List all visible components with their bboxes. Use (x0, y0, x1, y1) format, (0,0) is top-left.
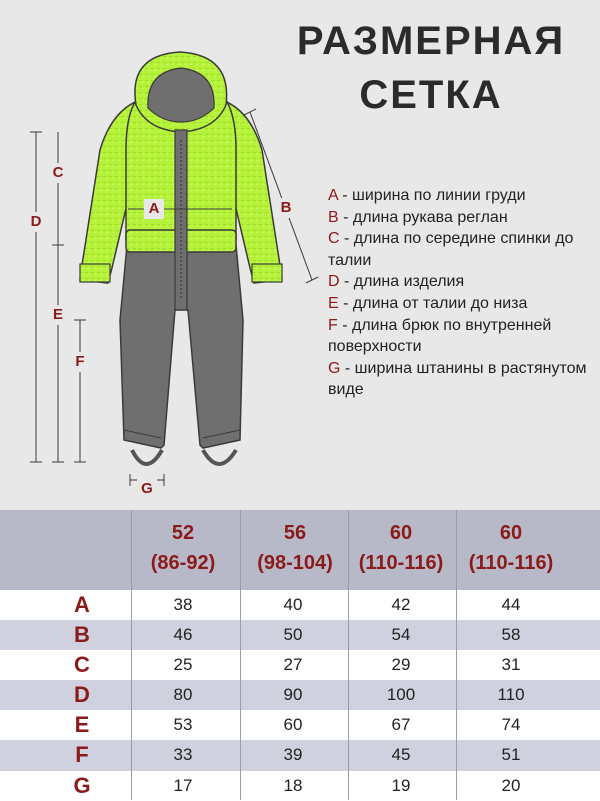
table-cell: 45 (391, 745, 411, 765)
table-cell: 29 (391, 655, 411, 675)
column-divider (131, 510, 132, 800)
table-cell: 44 (501, 595, 521, 614)
table-cell: 50 (283, 625, 303, 645)
table-cell: 110 (497, 685, 525, 705)
table-cell: 31 (501, 655, 521, 675)
legend-item-d: D - длина изделия (328, 273, 465, 291)
header-col-1: 52 (86-92) (150, 522, 216, 574)
table-cell: 60 (283, 715, 303, 735)
title-line-2: СЕТКА (359, 73, 503, 117)
table-cell: 42 (391, 595, 411, 614)
title-line-1: РАЗМЕРНАЯ (296, 19, 566, 63)
header-col-2: 56 (98-104) (257, 522, 333, 574)
table-cell: 20 (501, 775, 521, 795)
table-cell: 58 (501, 625, 521, 645)
table-cell: 39 (283, 745, 303, 765)
table-cell: 80 (173, 685, 193, 705)
table-cell: 25 (173, 655, 193, 675)
table-cell: 33 (173, 745, 193, 765)
table-row (0, 650, 600, 680)
table-header (0, 510, 600, 590)
dim-label-f: F (70, 352, 90, 372)
table-row (0, 620, 600, 650)
table-cell: 27 (283, 655, 303, 675)
table-cell: 46 (173, 625, 193, 645)
size-table (0, 510, 600, 800)
legend-item-g: G - ширина штанины в растянутом виде (328, 359, 587, 399)
table-row (0, 590, 600, 620)
dim-label-b: B (276, 198, 296, 218)
table-cell: 67 (391, 715, 411, 735)
column-divider (348, 510, 349, 800)
dim-label-a: A (144, 199, 164, 219)
table-cell: 51 (501, 745, 521, 765)
table-cell: 74 (501, 715, 521, 735)
legend-item-a: A - ширина по линии груди (328, 187, 526, 204)
legend-item-c: C - длина по середине спинки до талии (328, 230, 574, 269)
header-col-4: 60 (110-116) (468, 522, 554, 574)
table-cell: 18 (283, 775, 303, 795)
table-cell: 19 (391, 775, 411, 795)
dim-label-e: E (48, 305, 68, 325)
table-row (0, 740, 600, 770)
table-cell: 17 (173, 775, 193, 795)
dim-label-c: C (48, 163, 68, 183)
table-row (0, 710, 600, 740)
legend-item-b: B - длина рукава реглан (328, 208, 508, 226)
table-cell: 53 (173, 715, 193, 735)
row-label: B (74, 622, 90, 648)
measurement-legend (328, 185, 598, 401)
dim-label-d: D (26, 212, 46, 232)
header-col-3: 60 (110-116) (358, 522, 444, 574)
table-row (0, 680, 600, 710)
legend-item-f: F - длина брюк по внутренней поверхности (328, 316, 552, 356)
table-cell: 38 (173, 595, 193, 614)
column-divider (456, 510, 457, 800)
right-foot-strap (203, 450, 236, 464)
left-foot-strap (132, 450, 162, 464)
dim-label-g: G (137, 479, 157, 499)
table-cell: 54 (391, 625, 411, 645)
row-label: E (74, 712, 90, 738)
column-divider (240, 510, 241, 800)
table-cell: 90 (283, 685, 303, 705)
table-cell: 100 (386, 685, 416, 705)
row-label: D (74, 682, 90, 708)
row-label: F (75, 742, 89, 768)
row-label: A (74, 592, 90, 617)
row-label: C (74, 652, 90, 678)
row-label: G (73, 772, 91, 798)
legend-item-e: E - длина от талии до низа (328, 294, 528, 312)
table-row (0, 771, 600, 801)
table-cell: 40 (283, 595, 303, 614)
